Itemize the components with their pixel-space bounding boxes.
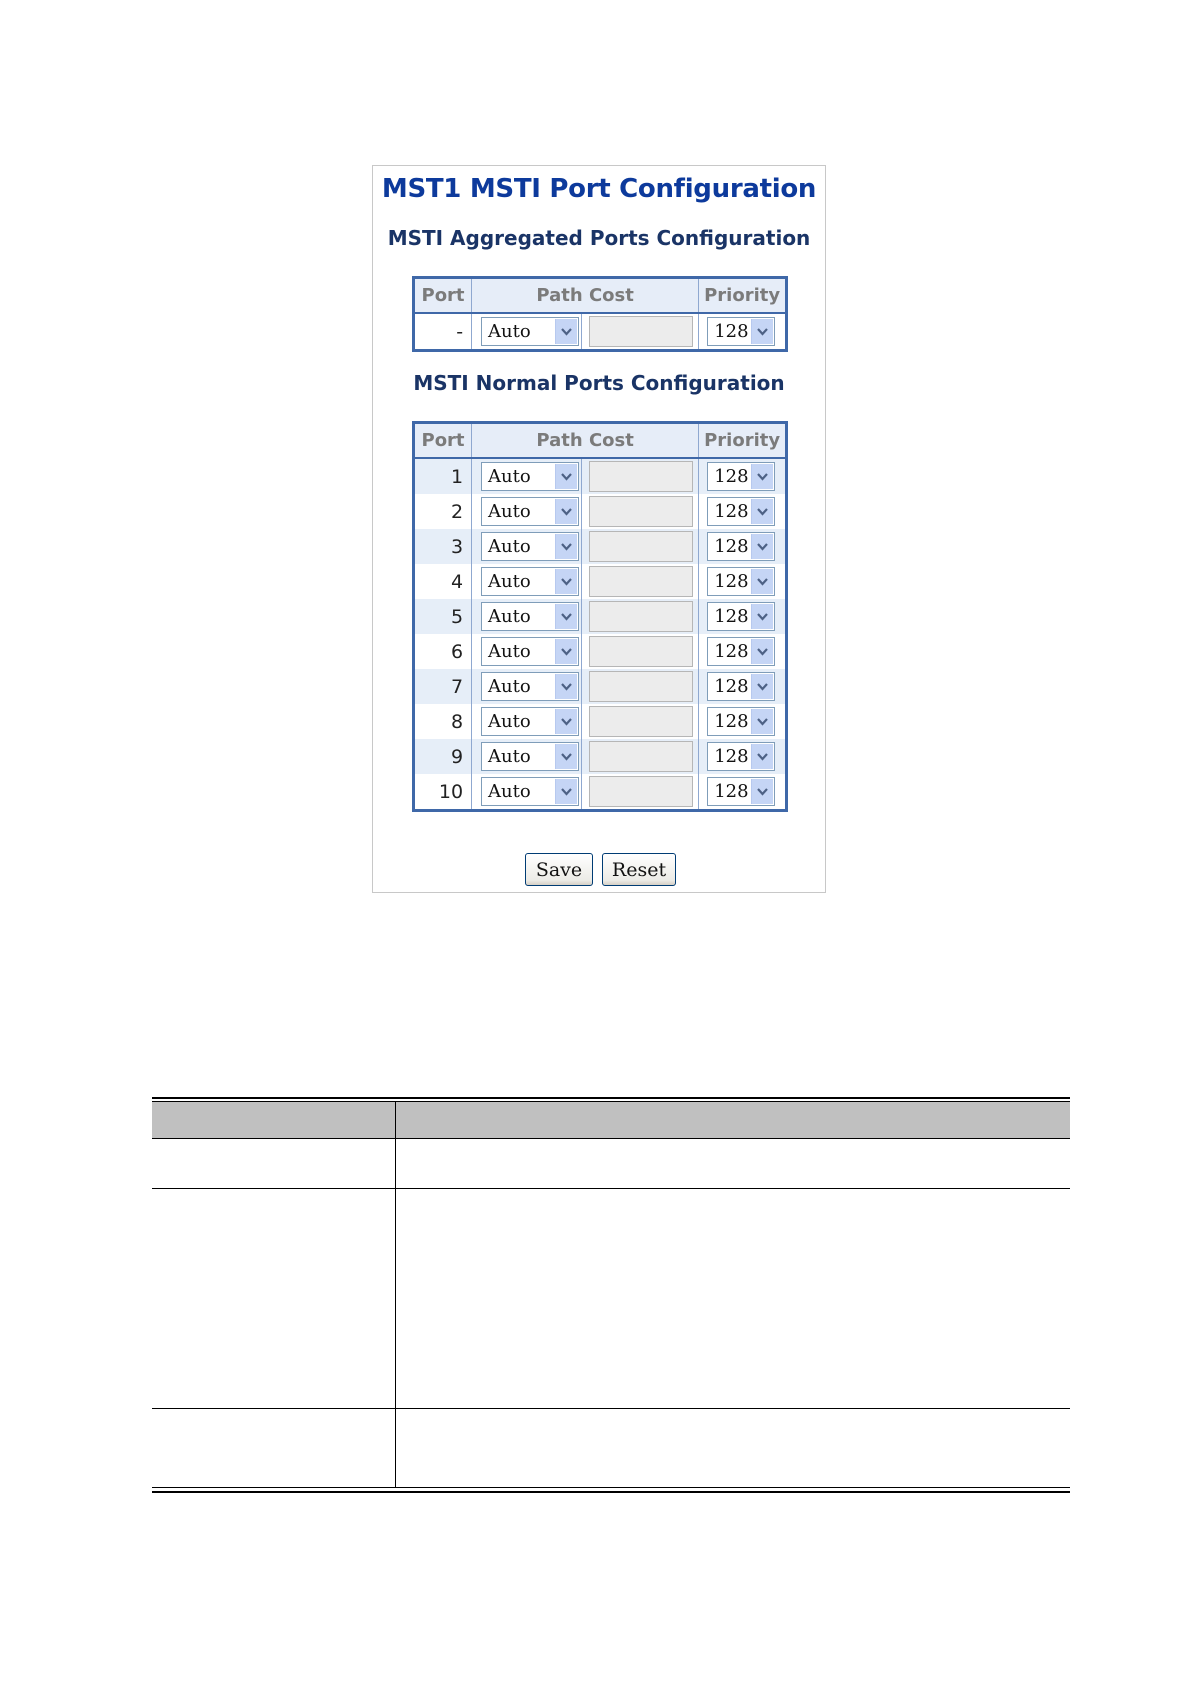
- table-row: [414, 313, 787, 351]
- chevron-down-icon[interactable]: [555, 779, 577, 804]
- chevron-down-icon[interactable]: [555, 744, 577, 769]
- chevron-down-icon[interactable]: [555, 464, 577, 489]
- path-cost-value: Auto: [488, 641, 531, 662]
- port-cell: 8: [414, 704, 472, 739]
- chevron-down-icon[interactable]: [555, 639, 577, 664]
- path-cost-select[interactable]: [481, 707, 579, 736]
- path-cost-select[interactable]: [481, 317, 579, 346]
- aggregated-section-title: MSTI Aggregated Ports Configuration: [387, 226, 811, 250]
- chevron-down-icon[interactable]: [751, 639, 773, 664]
- priority-select[interactable]: [707, 532, 775, 561]
- chevron-down-icon[interactable]: [555, 534, 577, 559]
- chevron-down-icon[interactable]: [751, 674, 773, 699]
- table-row: [414, 564, 787, 599]
- priority-select[interactable]: [707, 777, 775, 806]
- path-cost-select[interactable]: [481, 567, 579, 596]
- port-cell: 10: [414, 774, 472, 811]
- path-cost-select[interactable]: [481, 672, 579, 701]
- priority-select[interactable]: [707, 497, 775, 526]
- port-cell: 2: [414, 494, 472, 529]
- priority-value: 128: [714, 321, 749, 342]
- path-cost-input[interactable]: [589, 706, 693, 737]
- table-bottom-rule: [152, 1487, 1070, 1493]
- priority-select[interactable]: [707, 317, 775, 346]
- column-header-port: Port: [414, 278, 472, 314]
- path-cost-value: Auto: [488, 781, 531, 802]
- chevron-down-icon[interactable]: [751, 319, 773, 344]
- priority-value: 128: [714, 536, 749, 557]
- chevron-down-icon[interactable]: [751, 709, 773, 734]
- priority-value: 128: [714, 641, 749, 662]
- port-cell: 7: [414, 669, 472, 704]
- priority-value: 128: [714, 711, 749, 732]
- path-cost-input[interactable]: [589, 741, 693, 772]
- table-row: [414, 458, 787, 494]
- table-row: [414, 529, 787, 564]
- row-divider: [152, 1408, 1070, 1409]
- chevron-down-icon[interactable]: [751, 499, 773, 524]
- port-cell: 9: [414, 739, 472, 774]
- priority-value: 128: [714, 746, 749, 767]
- priority-select[interactable]: [707, 462, 775, 491]
- priority-value: 128: [714, 781, 749, 802]
- priority-select[interactable]: [707, 707, 775, 736]
- column-header-path-cost: Path Cost: [472, 423, 699, 459]
- path-cost-input[interactable]: [589, 776, 693, 807]
- chevron-down-icon[interactable]: [555, 499, 577, 524]
- path-cost-value: Auto: [488, 321, 531, 342]
- normal-section-title: MSTI Normal Ports Configuration: [413, 371, 785, 395]
- port-cell: 5: [414, 599, 472, 634]
- path-cost-select[interactable]: [481, 462, 579, 491]
- column-header-path-cost: Path Cost: [472, 278, 699, 314]
- chevron-down-icon[interactable]: [555, 709, 577, 734]
- priority-value: 128: [714, 571, 749, 592]
- path-cost-input[interactable]: [589, 461, 693, 492]
- normal-ports-table: [412, 421, 788, 812]
- path-cost-value: Auto: [488, 676, 531, 697]
- port-cell: 3: [414, 529, 472, 564]
- port-cell: 1: [414, 458, 472, 494]
- chevron-down-icon[interactable]: [751, 464, 773, 489]
- port-cell: -: [414, 313, 472, 351]
- chevron-down-icon[interactable]: [751, 534, 773, 559]
- path-cost-value: Auto: [488, 571, 531, 592]
- path-cost-value: Auto: [488, 606, 531, 627]
- path-cost-value: Auto: [488, 711, 531, 732]
- table-row: [414, 669, 787, 704]
- path-cost-select[interactable]: [481, 777, 579, 806]
- priority-value: 128: [714, 501, 749, 522]
- path-cost-value: Auto: [488, 746, 531, 767]
- priority-value: 128: [714, 466, 749, 487]
- row-divider: [152, 1188, 1070, 1189]
- path-cost-value: Auto: [488, 536, 531, 557]
- chevron-down-icon[interactable]: [555, 604, 577, 629]
- column-header-priority: Priority: [699, 423, 787, 459]
- path-cost-select[interactable]: [481, 497, 579, 526]
- path-cost-select[interactable]: [481, 742, 579, 771]
- chevron-down-icon[interactable]: [555, 319, 577, 344]
- path-cost-input[interactable]: [589, 566, 693, 597]
- path-cost-input[interactable]: [589, 636, 693, 667]
- column-divider: [395, 1102, 396, 1487]
- path-cost-input[interactable]: [589, 316, 693, 347]
- path-cost-select[interactable]: [481, 532, 579, 561]
- msti-port-config-panel: [372, 165, 826, 893]
- priority-select[interactable]: [707, 567, 775, 596]
- chevron-down-icon[interactable]: [751, 604, 773, 629]
- priority-value: 128: [714, 606, 749, 627]
- table-row: [414, 774, 787, 811]
- path-cost-input[interactable]: [589, 496, 693, 527]
- table-row: [414, 739, 787, 774]
- path-cost-input[interactable]: [589, 671, 693, 702]
- description-table-header: [152, 1102, 1070, 1139]
- path-cost-value: Auto: [488, 501, 531, 522]
- table-row: [414, 494, 787, 529]
- priority-select[interactable]: [707, 672, 775, 701]
- aggregated-ports-table: [412, 276, 788, 352]
- priority-value: 128: [714, 676, 749, 697]
- port-cell: 6: [414, 634, 472, 669]
- column-header-port: Port: [414, 423, 472, 459]
- path-cost-value: Auto: [488, 466, 531, 487]
- priority-select[interactable]: [707, 602, 775, 631]
- path-cost-input[interactable]: [589, 531, 693, 562]
- chevron-down-icon[interactable]: [555, 674, 577, 699]
- chevron-down-icon[interactable]: [751, 779, 773, 804]
- chevron-down-icon[interactable]: [555, 569, 577, 594]
- path-cost-select[interactable]: [481, 602, 579, 631]
- port-cell: 4: [414, 564, 472, 599]
- save-button[interactable]: Save: [525, 853, 593, 886]
- table-row: [414, 704, 787, 739]
- reset-button[interactable]: Reset: [602, 853, 676, 886]
- priority-select[interactable]: [707, 637, 775, 666]
- priority-select[interactable]: [707, 742, 775, 771]
- path-cost-input[interactable]: [589, 601, 693, 632]
- column-header-priority: Priority: [699, 278, 787, 314]
- path-cost-select[interactable]: [481, 637, 579, 666]
- chevron-down-icon[interactable]: [751, 744, 773, 769]
- page-title: MST1 MSTI Port Configuration: [381, 174, 817, 204]
- table-row: [414, 634, 787, 669]
- chevron-down-icon[interactable]: [751, 569, 773, 594]
- table-row: [414, 599, 787, 634]
